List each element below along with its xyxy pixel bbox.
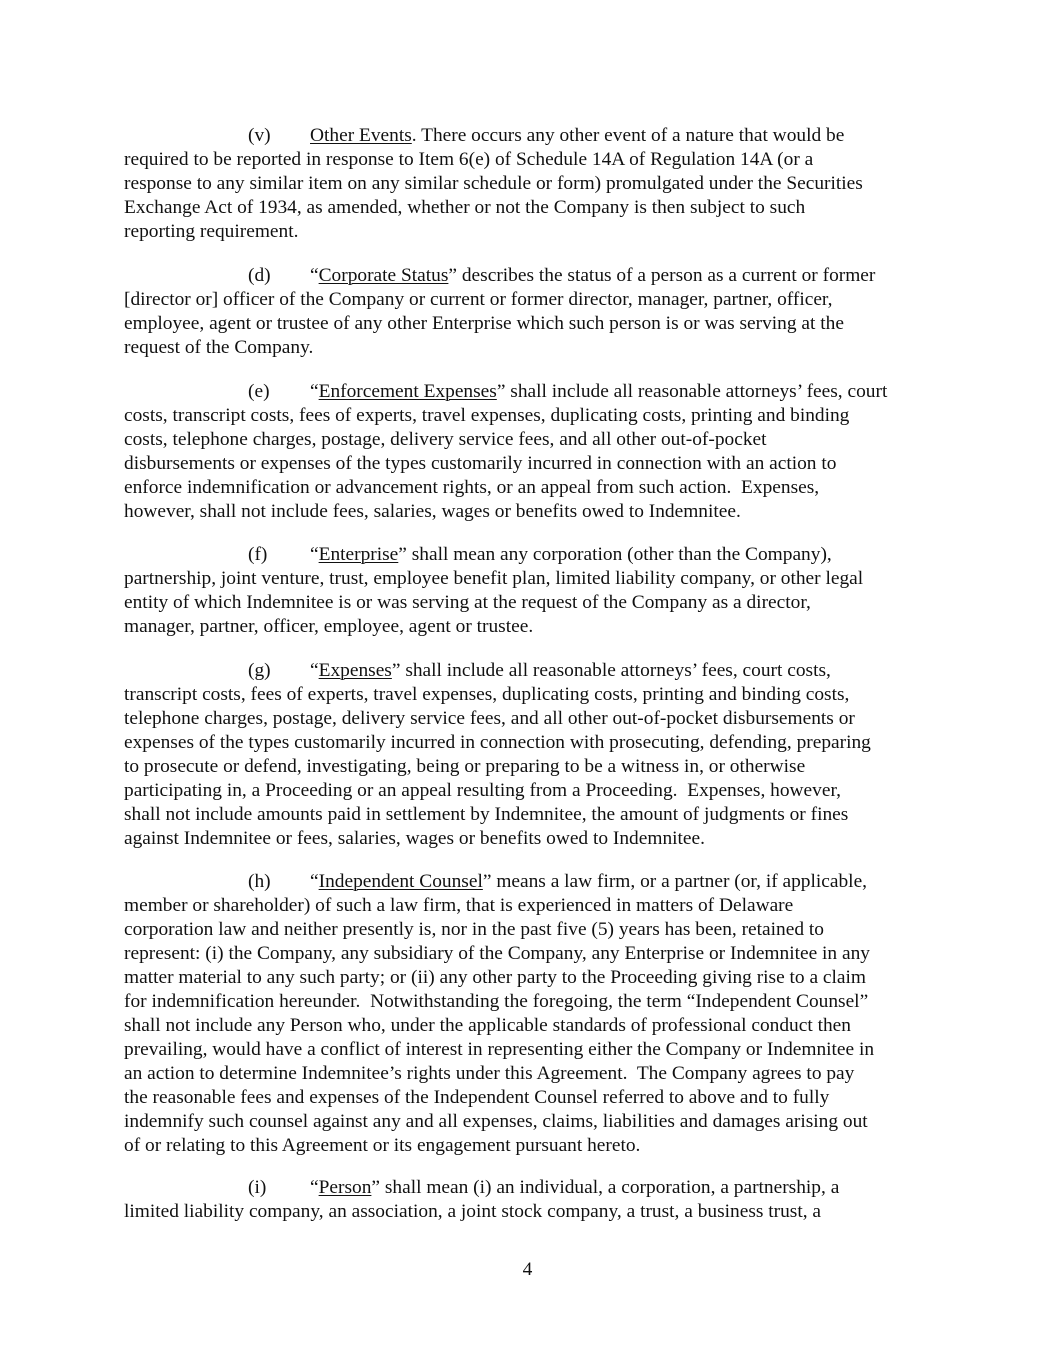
paragraph-first-line (124, 1176, 934, 1200)
defined-term: Enterprise (318, 544, 399, 565)
paragraph-line: required to be reported in response to Item 6(e) of Schedule 14A of Regulation 14A (or a (124, 149, 814, 170)
first-line-text: ” shall mean (i) an individual, a corporation, a partnership, a (371, 1177, 840, 1198)
paragraph-line: against Indemnitee or fees, salaries, wages or benefits owed to Indemnitee. (124, 828, 705, 849)
paragraph-expenses (124, 659, 934, 851)
first-line-text: ” means a law firm, or a partner (or, if applicable, (482, 871, 868, 892)
paragraph-line: reporting requirement. (124, 221, 299, 242)
paragraph-line: participating in, a Proceeding or an appeal resulting from a Proceeding. Expenses, however, (124, 780, 841, 801)
defined-term: Other Events (310, 125, 412, 146)
paragraph-line: shall not include any Person who, under the applicable standards of professional conduct then (124, 1015, 851, 1036)
paragraph-line: prevailing, would have a conflict of interest in representing either the Company or Indemnitee in (124, 1039, 875, 1060)
first-line-text: ” describes the status of a person as a current or former (448, 265, 876, 286)
paragraph-line: member or shareholder) of such a law firm, that is experienced in matters of Delaware (124, 895, 794, 916)
paragraph-label: (g) (248, 660, 271, 681)
first-line-text: ” shall include all reasonable attorneys’ fees, court (496, 381, 888, 402)
first-line-text: ” shall include all reasonable attorneys’ fees, court costs, (391, 660, 831, 681)
open-quote: “ (310, 381, 319, 402)
paragraph-line: partnership, joint venture, trust, employee benefit plan, limited liability company, or other legal (124, 568, 864, 589)
paragraph-first-line (124, 659, 934, 683)
paragraph-first-line (124, 870, 934, 894)
defined-term: Independent Counsel (318, 871, 483, 892)
paragraph-label: (e) (248, 381, 270, 402)
paragraph-line: employee, agent or trustee of any other Enterprise which such person is or was serving at the (124, 313, 844, 334)
paragraph-line: response to any similar item on any similar schedule or form) promulgated under the Securities (124, 173, 863, 194)
paragraph-first-line (124, 264, 934, 288)
paragraph-line: represent: (i) the Company, any subsidiary of the Company, any Enterprise or Indemnitee in any (124, 943, 870, 964)
paragraph-label: (d) (248, 265, 271, 286)
paragraph-line: expenses of the types customarily incurred in connection with prosecuting, defending, preparing (124, 732, 871, 753)
paragraph-line: limited liability company, an association, a joint stock company, a trust, a business trust, a (124, 1201, 822, 1222)
paragraph-line: telephone charges, postage, delivery service fees, and all other out-of-pocket disbursements or (124, 708, 855, 729)
paragraph-label: (v) (248, 125, 271, 146)
paragraph-label: (h) (248, 871, 271, 892)
paragraph-other-events (124, 124, 934, 244)
paragraph-first-line (124, 380, 934, 404)
paragraph-line: request of the Company. (124, 337, 314, 358)
paragraph-enforcement-expenses (124, 380, 934, 524)
paragraph-line: shall not include amounts paid in settlement by Indemnitee, the amount of judgments or fines (124, 804, 849, 825)
defined-term: Person (318, 1177, 372, 1198)
paragraph-independent-counsel (124, 870, 934, 1158)
first-line-text: . There occurs any other event of a nature that would be (411, 125, 845, 146)
page-number: 4 (522, 1259, 533, 1280)
open-quote: “ (310, 871, 319, 892)
paragraph-line: for indemnification hereunder. Notwithstanding the foregoing, the term “Independent Counsel” (124, 991, 869, 1012)
paragraph-corporate-status (124, 264, 934, 360)
defined-term: Corporate Status (318, 265, 449, 286)
paragraph-line: [director or] officer of the Company or current or former director, manager, partner, officer, (124, 289, 833, 310)
paragraph-label: (i) (248, 1177, 267, 1198)
paragraph-line: disbursements or expenses of the types customarily incurred in connection with an action to (124, 453, 837, 474)
paragraph-line: entity of which Indemnitee is or was serving at the request of the Company as a director, (124, 592, 811, 613)
open-quote: “ (310, 544, 319, 565)
paragraph-line: an action to determine Indemnitee’s rights under this Agreement. The Company agrees to pay (124, 1063, 855, 1084)
paragraph-line: matter material to any such party; or (ii) any other party to the Proceeding giving rise to a claim (124, 967, 866, 988)
paragraph-first-line (124, 543, 934, 567)
paragraph-line: transcript costs, fees of experts, travel expenses, duplicating costs, printing and binding costs, (124, 684, 850, 705)
open-quote: “ (310, 660, 319, 681)
open-quote: “ (310, 265, 319, 286)
paragraph-label: (f) (248, 544, 268, 565)
paragraph-line: indemnify such counsel against any and all expenses, claims, liabilities and damages arising out (124, 1111, 868, 1132)
paragraph-line: enforce indemnification or advancement rights, or an appeal from such action. Expenses, (124, 477, 820, 498)
paragraph-line: costs, transcript costs, fees of experts, travel expenses, duplicating costs, printing and binding (124, 405, 850, 426)
first-line-text: ” shall mean any corporation (other than the Company), (398, 544, 832, 565)
paragraph-line: the reasonable fees and expenses of the Independent Counsel referred to above and to fully (124, 1087, 830, 1108)
paragraph-enterprise (124, 543, 934, 639)
open-quote: “ (310, 1177, 319, 1198)
paragraph-line: Exchange Act of 1934, as amended, whether or not the Company is then subject to such (124, 197, 806, 218)
paragraph-line: however, shall not include fees, salaries, wages or benefits owed to Indemnitee. (124, 501, 741, 522)
paragraph-line: costs, telephone charges, postage, delivery service fees, and all other out-of-pocket (124, 429, 767, 450)
paragraph-first-line (124, 124, 934, 148)
paragraph-line: corporation law and neither presently is, nor in the past five (5) years has been, retained to (124, 919, 824, 940)
defined-term: Expenses (318, 660, 392, 681)
paragraph-line: manager, partner, officer, employee, agent or trustee. (124, 616, 534, 637)
paragraph-person (124, 1176, 934, 1224)
paragraph-line: to prosecute or defend, investigating, being or preparing to be a witness in, or otherwise (124, 756, 806, 777)
paragraph-line: of or relating to this Agreement or its engagement pursuant hereto. (124, 1135, 641, 1156)
defined-term: Enforcement Expenses (318, 381, 497, 402)
